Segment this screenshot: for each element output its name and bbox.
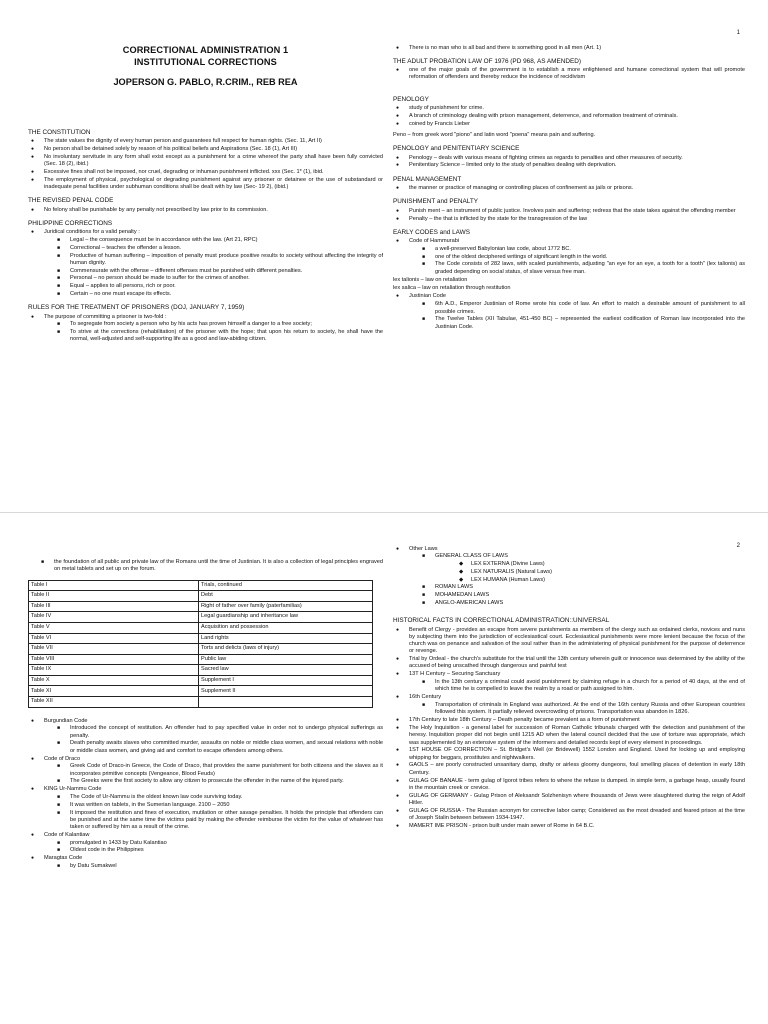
title-line-1: CORRECTIONAL ADMINISTRATION 1 (122, 45, 289, 55)
penitentiary-list (393, 155, 745, 170)
table-row (29, 697, 373, 708)
list-item-label: Code of Kalantiaw (44, 831, 90, 838)
table-row (29, 633, 373, 644)
list-item: ■ a well-preserved Babylonian law code, about 1772 BC. (409, 246, 745, 253)
rules-list (28, 314, 383, 344)
table-row (29, 601, 373, 612)
table-row (29, 591, 373, 602)
list-item: ● Punish ment – an instrument of public justice. Involves pain and suffering; redress that the state takes against the offending member (393, 208, 745, 215)
other-laws-list (393, 546, 745, 608)
table-topic-cell: Legal guardianship and inheritance law (199, 612, 373, 623)
table-name-cell: Table XII (29, 697, 199, 708)
list-item: ● Penalty – the that is inflicted by the state for the transgression of the law (393, 216, 745, 223)
left-column (28, 545, 383, 871)
list-item-label: Maragtas Code (44, 855, 83, 862)
list-item: ● coined by Francis Lieber (393, 121, 745, 128)
table-topic-cell: Supplement I (199, 675, 373, 686)
list-item: ■ MOHAMEDAN LAWS (409, 592, 745, 599)
penalty-conditions-list (44, 237, 383, 298)
justinian-sublist (409, 301, 745, 331)
section-heading: THE CONSTITUTION (28, 128, 91, 136)
section-heading: PENAL MANAGEMENT (393, 175, 462, 183)
table-row (29, 622, 373, 633)
list-item: ■ Introduced the concept of restitution. An offender had to pay specified value in order not to undergo physical sufferings as penalty. (44, 725, 383, 740)
list-item (393, 694, 745, 716)
list-item-label: GENERAL CLASS OF LAWS (435, 553, 508, 560)
definition-note: Peno – from greek word "piono" and latin word "poena" means pain and suffering. (393, 132, 596, 139)
list-item: ■ by Datu Sumakwel (44, 863, 383, 870)
list-item: ● GULAG OF RUSSIA - The Russian acronym for corrective labor camp; Considered as the most dreaded and feared prison at the time of Joseph Stalin between between 1934-1947. (393, 808, 745, 823)
justinian-list (393, 293, 745, 330)
table-name-cell: Table IV (29, 612, 199, 623)
list-item (28, 855, 383, 870)
list-item-label: Burgundian Code (44, 717, 88, 724)
list-item-label: Juridical conditions for a valid penalty : (44, 229, 140, 236)
table-name-cell: Table VIII (29, 654, 199, 665)
list-item: ■ Legal – the consequence must be in accordance with the law. (Art 21, RPC) (44, 237, 383, 244)
list-item (28, 229, 383, 298)
list-item (393, 546, 745, 608)
author-line: JOPERSON G. PABLO, R.CRIM., REB REA (113, 76, 298, 87)
list-item: ● Penology – deals with various means of fighting crimes as regards to penalties and other measures of security. (393, 155, 745, 162)
list-item: ● Excessive fines shall not be imposed, nor cruel, degrading or inhuman punishment inflicted. xxx (Sec. 1* (1), ibid. (28, 169, 383, 176)
list-item: ● GULAG OF GERMANY - Gulag Prison of Aleksandr Solzhenisyn where thousands of Jews were slaughtered during the reign of Adolf Hitler. (393, 793, 745, 808)
list-item: ◆ LEX NATURALIS (Natural Laws) (435, 569, 745, 576)
section-heading: THE REVISED PENAL CODE (28, 197, 114, 205)
list-item: ■ The Twelve Tables (XII Tabulae, 451-450 BC) – represented the earliest codification of Roman law incorporated into the Justinian Code. (409, 316, 745, 331)
list-item-label: Other Laws (409, 545, 438, 552)
list-item-label: 13T H Century – Securing Sanctuary (409, 671, 501, 678)
list-item: ● Benefit of Clergy - provides an escape from severe punishments as members of the clergy such as ordained clerks, novices and nuns by subjecting them into the jurisdiction of ecclesiastical court. Ecclesiastical punishments were more lenient because the focus of the church was on penance and salvation of the soul rather than in the administering of physical punishment for the purpose of deterrence or revenge. (393, 627, 745, 656)
list-item: ● The Holy Inquisition - a general label for succession of Roman Catholic tribunals charged with the detection and punishment of the heresy. Inquisition proper did not begin until 1215 AD when the lateral council decided that the use of torture was appropriate, which was supplemented by an extensive system of the informers and detailed records kept of every element in proceedings. (393, 725, 745, 747)
list-item: ■ To strive at the corrections (rehabilitation) of the prisoner with the hope; that upon his return to society, he shall have the normal, well-adjusted and self-supporting life as a good and law-abiding citizen. (44, 329, 383, 344)
table-name-cell: Table VI (29, 633, 199, 644)
table-row (29, 665, 373, 676)
list-item: ■ Commensurate with the offense – different offenses must be punished with different penalties. (44, 268, 383, 275)
table-row (29, 644, 373, 655)
list-item: ● study of punishment for crime. (393, 105, 745, 112)
lex-talionis-note: lex talionis – law on retaliation (393, 276, 468, 283)
section-heading: HISTORICAL FACTS IN CORRECTIONAL ADMINISTRATION::UNIVERSAL (393, 617, 610, 625)
list-item-label: Code of Draco (44, 755, 81, 762)
table-row (29, 580, 373, 591)
table-name-cell: Table III (29, 601, 199, 612)
list-item: ■ ANGLO-AMERICAN LAWS (409, 600, 745, 607)
table-row (29, 686, 373, 697)
list-item: ■ 6th A.D., Emperor Justinian of Rome wrote his code of law. An effort to match a desirable amount of punishment to all possible crimes. (409, 301, 745, 316)
table-topic-cell: Torts and delicts (laws of injury) (199, 644, 373, 655)
list-item-label: Code of Hammurabi (409, 238, 460, 245)
list-item: ■ It imposed the restitution and fines of execution, mutilation or other savage penalties. It holds the principle that offenders can be punished and at the same time the victims paid by making the offender reimburse the victim for the value of whatever has taken or suffered by him as a result of the crime. (44, 810, 383, 832)
list-item (28, 832, 383, 855)
table-name-cell: Table X (29, 675, 199, 686)
twelve-tables (28, 580, 373, 708)
table-row (29, 675, 373, 686)
general-class-list (435, 561, 745, 584)
list-item: ● 17th Century to late 18th Century – Death penalty became prevalent as a form of punishment (393, 717, 745, 724)
table-topic-cell: Public law (199, 654, 373, 665)
maragtas-list (44, 863, 383, 870)
table-name-cell: Table I (29, 580, 199, 591)
list-item-label: The purpose of committing a prisoner is two-fold : (44, 313, 167, 320)
right-column (393, 44, 745, 331)
list-item-label: 16th Century (409, 694, 442, 701)
table-name-cell: Table IX (29, 665, 199, 676)
kalantiaw-list (44, 840, 383, 855)
list-item: ■ one of the oldest deciphered writings of significant length in the world. (409, 254, 745, 261)
list-item: ■ Greek Code of Draco-in Greece, the Code of Draco, that provides the same punishment for both citizens and the slaves as it incorporates primitive concepts (Vengeance, Blood Feuds) (44, 763, 383, 778)
list-item: ● GAOLS – are poorly constructed unsanitary damp, drafty or airless gloomy dungeons, foul smelling places of detention in early 18th Century. (393, 762, 745, 777)
table-name-cell: Table XI (29, 686, 199, 697)
list-item (393, 293, 745, 330)
list-item: ● No involuntary servitude in any form shall exist except as a punishment for a crime whereof the party shall have been fully convicted (Sec. 18 (2), ibid.) (28, 154, 383, 169)
section-heading: PENOLOGY and PENITENTIARY SCIENCE (393, 145, 520, 153)
list-item: ◆ LEX HUMANA (Human Laws) (435, 577, 745, 584)
list-item: ■ To segregate from society a person who by his acts has proven himself a danger to a free society; (44, 321, 383, 328)
table-topic-cell: Right of father over family (paterfamilias) (199, 601, 373, 612)
table-topic-cell: Sacred law (199, 665, 373, 676)
table-topic-cell: Supplement II (199, 686, 373, 697)
list-item: ■ Productive of human suffering – imposition of penalty must produce positive results to society without affecting the integrity of human dignity. (44, 253, 383, 268)
table-topic-cell: Acquisition and possession (199, 622, 373, 633)
table-name-cell: Table V (29, 622, 199, 633)
lex-salica-note: lex salica – law on retaliation through restitution (393, 285, 511, 292)
section-heading: RULES FOR THE TREATMENT OF PRISONERS (DOJ, JANUARY 7, 1959) (28, 304, 245, 312)
c13-list (409, 679, 745, 694)
punishment-list (393, 208, 745, 223)
section-heading: THE ADULT PROBATION LAW OF 1976 (PD 968, AS AMENDED) (393, 57, 581, 65)
list-item: ■ the foundation of all public and private law of the Romans until the time of Justinian. It is also a collection of legal principles engraved on metal tablets and set up on the forum. (28, 559, 383, 574)
draco-list (44, 763, 383, 785)
list-item (28, 786, 383, 831)
list-item: ■ In the 13th century a criminal could avoid punishment by claiming refuge in a church for a period of 40 days, at the end of which time he is compelled to leave the realm by a road or path assigned to him. (409, 679, 745, 694)
list-item: ■ Correctional – teaches the offender a lesson. (44, 245, 383, 252)
page-2 (0, 512, 768, 1024)
table-name-cell: Table II (29, 591, 199, 602)
document-title (28, 44, 383, 69)
list-item: ■ The Greeks were the first society to allow any citizen to prosecute the offender in the name of the injured party. (44, 778, 383, 785)
list-item: ■ Equal – applies to all persons, rich or poor. (44, 283, 383, 290)
table-row (29, 612, 373, 623)
laws-sublist (409, 553, 745, 607)
list-item: ■ Oldest code in the Philippines (44, 847, 383, 854)
intro-list (393, 45, 745, 52)
twelve-tables-intro (28, 559, 383, 574)
list-item (393, 238, 745, 276)
penal-code-list (28, 207, 383, 214)
table-topic-cell: Land rights (199, 633, 373, 644)
list-item: ● No felony shall be punishable by any penalty not prescribed by law prior to its commission. (28, 207, 383, 214)
right-column (393, 545, 745, 831)
list-item (28, 756, 383, 786)
historical-list (393, 627, 745, 831)
page-number: 1 (736, 30, 740, 36)
list-item (28, 718, 383, 755)
list-item: ● There is no man who is all bad and there is something good in all men (Art. 1) (393, 45, 745, 52)
list-item: ● MAMERT IME PRISON - prison built under main sewer of Rome in 64 B.C. (393, 823, 745, 830)
constitution-list (28, 138, 383, 191)
list-item: ● one of the major goals of the government is to establish a more enlightened and humane correctional system that will promote reformation of offenders and thereby reduce the incidence of recidivism (393, 67, 745, 82)
table-row (29, 654, 373, 665)
purpose-list (44, 321, 383, 343)
list-item-label: Justinian Code (409, 293, 447, 300)
section-heading: EARLY CODES and LAWS (393, 228, 470, 236)
list-item-label: KING Ur-Nammu Code (44, 786, 102, 793)
urnammu-list (44, 794, 383, 831)
list-item (28, 314, 383, 344)
list-item: ■ The Code of Ur-Nammu is the oldest known law code surviving today. (44, 794, 383, 801)
list-item: ● 1ST HOUSE OF CORRECTION – St. Bridget's Well (or Bridewell) 1552 London and England. Used for locking up and employing whipping for beggars, prostitutes and nightwalkers. (393, 747, 745, 762)
list-item: ■ It was written on tablets, in the Sumerian language. 2100 – 2050 (44, 802, 383, 809)
list-item: ■ Transportation of criminals in England was authorized. At the end of the 16th century Russia and other European countries followed this system. It partially relieved overcrowding of prisons. Transportation was abandon in 1826. (409, 702, 745, 717)
section-heading: PHILIPPINE CORRECTIONS (28, 219, 113, 227)
list-item: ● A branch of criminology dealing with prison management, deterrence, and reformation treatment of criminals. (393, 113, 745, 120)
codes-list (28, 718, 383, 871)
penology-list (393, 105, 745, 128)
hammurabi-list (409, 246, 745, 276)
list-item: ● GULAG OF BANAUE - term gulag of Igorot tribes refers to where the refuse is dumped. in simple term, a garbage heap, usually found in the mountain creek or crevice. (393, 778, 745, 793)
list-item: ◆ LEX EXTERNA (Divine Laws) (435, 561, 745, 568)
left-column (28, 44, 383, 344)
section-heading: PENOLOGY (393, 95, 429, 103)
list-item: ● Penitentiary Science – limited only to the study of penalties dealing with deprivation. (393, 162, 745, 169)
list-item: ■ promulgated in 1433 by Datu Kalantiao (44, 840, 383, 847)
list-item: ● The state values the dignity of every human person and guarantees full respect for human rights. (Sec. 11, Art II) (28, 138, 383, 145)
list-item: ■ Death penalty awaits slaves who committed murder, assaults on noble or middle class women, and sexual relations with noble or middle class women, and giving aid and comfort to escape offenders among others. (44, 740, 383, 755)
early-codes-list (393, 238, 745, 276)
table-name-cell: Table VII (29, 644, 199, 655)
table-topic-cell: Trials, continued (199, 580, 373, 591)
list-item: ● No person shall be detained solely by reason of his political beliefs and Aspirations (Sec. 18 (1), Art III) (28, 146, 383, 153)
table-topic-cell (199, 697, 373, 708)
list-item: ■ ROMAN LAWS (409, 584, 745, 591)
c16-list (409, 702, 745, 717)
list-item: ■ Certain – no one must escape its effects. (44, 291, 383, 298)
list-item: ■ Personal – no person should be made to suffer for the crimes of another. (44, 275, 383, 282)
section-heading: PUNISHMENT and PENALTY (393, 198, 478, 206)
corrections-list (28, 229, 383, 298)
list-item: ● the manner or practice of managing or controlling places of confinement as jails or prisons. (393, 185, 745, 192)
page-number: 2 (736, 543, 740, 549)
title-line-2: INSTITUTIONAL CORRECTIONS (134, 57, 277, 68)
table-topic-cell: Debt (199, 591, 373, 602)
list-item (393, 671, 745, 693)
burgundian-list (44, 725, 383, 755)
list-item: ■ The Code consists of 282 laws, with scaled punishments, adjusting "an eye for an eye, a tooth for a tooth" (lex talionis) as graded depending on social status, of slave versus free man. (409, 261, 745, 276)
list-item: ● The employment of physical, psychological or degrading punishment against any prisoner or detainee or the use of substandard or inadequate penal facilities under subhuman conditions shall be dealt with by law (Sec- 19 2), (ibid.) (28, 177, 383, 192)
probation-list (393, 67, 745, 82)
penal-management-list (393, 185, 745, 192)
list-item: ● Trial by Ordeal - the church's substitute for the trial until the 13th century wherein guilt or innocence was determined by the ability of the accused of being unscathed through dangerous and painful test (393, 656, 745, 671)
list-item (409, 553, 745, 584)
